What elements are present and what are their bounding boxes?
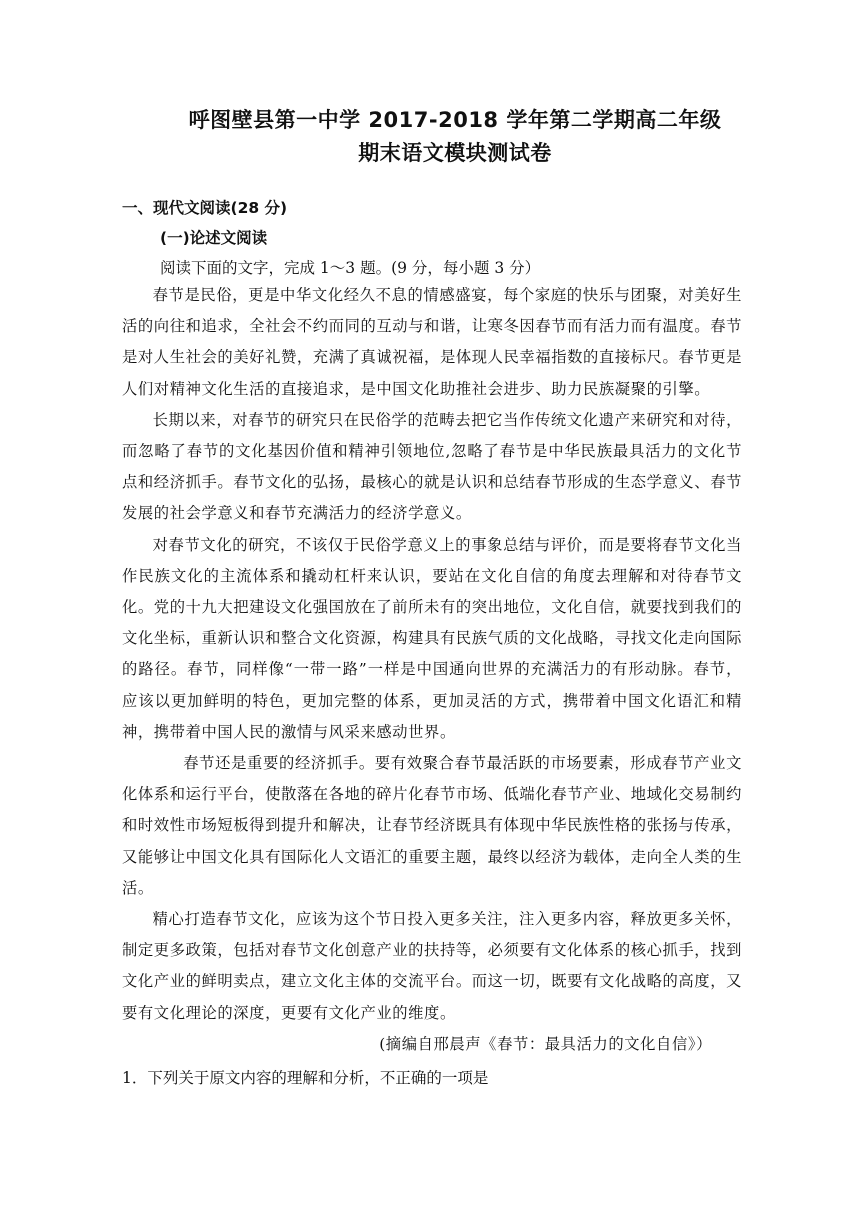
section-subheading: (一)论述文阅读	[160, 229, 268, 247]
document-title-line2: 期末语文模块测试卷	[358, 141, 552, 165]
passage-paragraph-2: 长期以来，对春节的研究只在民俗学的范畴去把它当作传统文化遗产来研究和对待，而忽略了春节的文化基因价值和精神引领地位,忽略了春节是中华民族最具活力的文化节点和经济抓手。春节文化的弘扬，最核心的就是认识和总结春节形成的生态学意义、春节发展的社会学意义和春节充满活力的经济学意义。	[122, 410, 742, 523]
reading-instruction: 阅读下面的文字，完成 1～3 题。(9 分，每小题 3 分）	[160, 259, 541, 277]
passage-paragraph-4: 春节还是重要的经济抓手。要有效聚合春节最活跃的市场要素，形成春节产业文化体系和运行平台，使散落在各地的碎片化春节市场、低端化春节产业、地域化交易制约和时效性市场短板得到提升和解决，让春节经济既具有体现中华民族性格的张扬与传承，又能够让中国文化具有国际化人文语汇的重要主题，最终以经济为载体，走向全人类的生活。	[122, 754, 742, 897]
document-title-line1: 呼图壁县第一中学 2017-2018 学年第二学期高二年级	[188, 108, 722, 132]
passage-source: (摘编自邢晨声《春节：最具活力的文化自信》）	[379, 1035, 712, 1053]
question-1-stem: 1．下列关于原文内容的理解和分析，不正确的一项是	[122, 1069, 489, 1087]
section-heading: 一、现代文阅读(28 分)	[122, 199, 288, 217]
passage-body	[122, 280, 742, 1029]
passage-paragraph-5: 精心打造春节文化，应该为这个节日投入更多关注，注入更多内容，释放更多关怀，制定更多政策，包括对春节文化创意产业的扶持等，必须要有文化体系的核心抓手，找到文化产业的鲜明卖点，建立文化主体的交流平台。而这一切，既要有文化战略的高度，又要有文化理论的深度，更要有文化产业的维度。	[122, 910, 742, 1022]
passage-paragraph-1: 春节是民俗，更是中华文化经久不息的情感盛宴，每个家庭的快乐与团聚，对美好生活的向往和追求，全社会不约而同的互动与和谐，让寒冬因春节而有活力而有温度。春节是对人生社会的美好礼赞，充满了真诚祝福，是体现人民幸福指数的直接标尺。春节更是人们对精神文化生活的直接追求，是中国文化助推社会进步、助力民族凝聚的引擎。	[122, 286, 742, 398]
passage-paragraph-3: 对春节文化的研究，不该仅于民俗学意义上的事象总结与评价，而是要将春节文化当作民族文化的主流体系和撬动杠杆来认识，要站在文化自信的角度去理解和对待春节文化。党的十九大把建设文化强国放在了前所未有的突出地位，文化自信，就要找到我们的文化坐标，重新认识和整合文化资源，构建具有民族气质的文化战略，寻找文化走向国际的路径。春节，同样像“一带一路”一样是中国通向世界的充满活力的有形动脉。春节，应该以更加鲜明的特色，更加完整的体系，更加灵活的方式，携带着中国文化语汇和精神，携带着中国人民的激情与风采来感动世界。	[122, 535, 742, 741]
